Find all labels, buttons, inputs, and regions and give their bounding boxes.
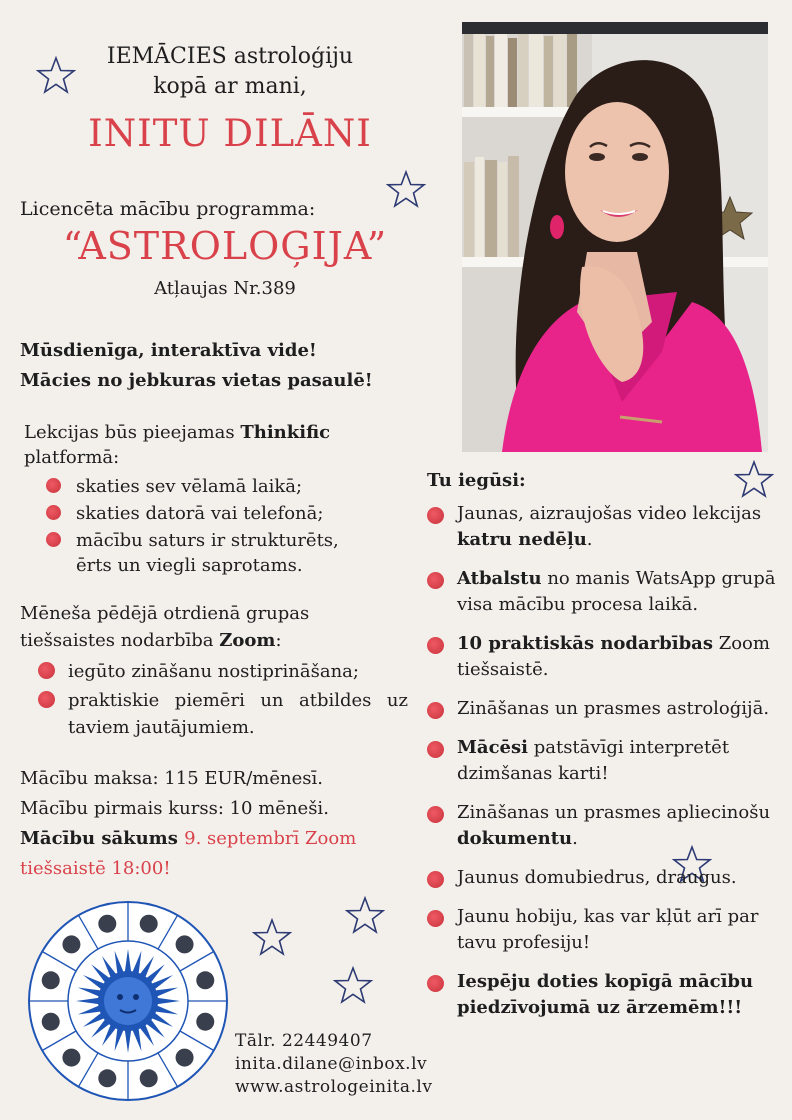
list-item: iegūto zināšanu nostiprināšana; bbox=[38, 658, 410, 685]
zodiac-sign-icon bbox=[196, 1013, 214, 1031]
zodiac-sign-icon bbox=[62, 935, 80, 953]
program-label: Licencēta mācību programma: bbox=[20, 198, 316, 220]
contact-section bbox=[235, 1030, 432, 1099]
course-fee: Mācību maksa: 115 EUR/mēnesī. bbox=[20, 768, 323, 789]
star-icon bbox=[345, 896, 385, 934]
zodiac-wheel-icon bbox=[27, 900, 229, 1102]
bullet-icon bbox=[427, 871, 444, 888]
contact-email[interactable]: inita.dilane@inbox.lv bbox=[235, 1054, 428, 1074]
benefits-heading: Tu iegūsi: bbox=[427, 470, 526, 491]
zodiac-sign-icon bbox=[98, 1069, 116, 1087]
contact-phone: Tālr. 22449407 bbox=[235, 1031, 373, 1051]
list-item: Iespēju doties kopīgā mācību piedzīvojumā uz ārzemēm!!! bbox=[427, 969, 777, 1021]
list-item: Jaunus domubiedrus, draugus. bbox=[427, 865, 777, 891]
zoom-heading: Mēneša pēdējā otrdienā grupas bbox=[20, 603, 310, 624]
lectures-heading: Lekcijas būs pieejamas Thinkific bbox=[24, 422, 331, 443]
program-title: “ASTROLOĢIJA” bbox=[62, 224, 388, 268]
zodiac-sign-icon bbox=[140, 915, 158, 933]
list-item: Jaunas, aizraujošas video lekcijas katru nedēļu. bbox=[427, 501, 777, 553]
list-item: Zināšanas un prasmes astroloģijā. bbox=[427, 696, 777, 722]
bullet-icon bbox=[427, 910, 444, 927]
header-line2: kopā ar mani, bbox=[153, 74, 307, 99]
bullet-icon bbox=[427, 741, 444, 758]
zodiac-sign-icon bbox=[62, 1049, 80, 1067]
lectures-section bbox=[24, 420, 424, 578]
bullet-icon bbox=[427, 507, 444, 524]
lectures-heading-cont: platformā: bbox=[24, 447, 120, 468]
zodiac-sign-icon bbox=[176, 1049, 194, 1067]
portrait-photo bbox=[462, 22, 768, 452]
contact-website[interactable]: www.astrologeinita.lv bbox=[235, 1077, 433, 1097]
zoom-section bbox=[20, 600, 410, 741]
zodiac-sign-icon bbox=[98, 915, 116, 933]
list-item: skaties datorā vai telefonā; bbox=[46, 501, 424, 526]
intro-line2: Mācies no jebkuras vietas pasaulē! bbox=[20, 370, 373, 391]
zodiac-sign-icon bbox=[42, 971, 60, 989]
zodiac-sign-icon bbox=[196, 971, 214, 989]
list-item: mācību saturs ir strukturēts, ērts un viegli saprotams. bbox=[46, 528, 376, 578]
bullet-icon bbox=[46, 478, 61, 493]
header bbox=[60, 42, 400, 160]
benefits-section bbox=[427, 470, 777, 1034]
list-item: Jaunu hobiju, kas var kļūt arī par tavu profesiju! bbox=[427, 904, 777, 956]
intro-line1: Mūsdienīga, interaktīva vide! bbox=[20, 340, 317, 361]
license-number: Atļaujas Nr.389 bbox=[154, 278, 296, 299]
bullet-icon bbox=[427, 702, 444, 719]
list-item: Zināšanas un prasmes apliecinošu dokumentu. bbox=[427, 800, 777, 852]
bullet-icon bbox=[46, 505, 61, 520]
list-item: 10 praktiskās nodarbības Zoom tiešsaistē. bbox=[427, 631, 777, 683]
header-line1: IEMĀCIES astroloģiju bbox=[106, 44, 354, 69]
course-duration: Mācību pirmais kurss: 10 mēneši. bbox=[20, 798, 329, 819]
list-item: skaties sev vēlamā laikā; bbox=[46, 474, 424, 499]
bullet-icon bbox=[38, 662, 55, 679]
bullet-icon bbox=[427, 572, 444, 589]
lectures-list bbox=[46, 474, 424, 578]
zodiac-sign-icon bbox=[42, 1013, 60, 1031]
zoom-heading-cont: tiešsaistes nodarbība Zoom: bbox=[20, 630, 282, 651]
star-icon bbox=[333, 966, 373, 1004]
bullet-icon bbox=[427, 637, 444, 654]
star-icon bbox=[386, 170, 426, 208]
list-item: Atbalstu no manis WatsApp grupā visa mācību procesa laikā. bbox=[427, 566, 777, 618]
zoom-list bbox=[38, 658, 410, 741]
bullet-icon bbox=[427, 806, 444, 823]
benefits-list bbox=[427, 501, 777, 1021]
bullet-icon bbox=[427, 975, 444, 992]
bullet-icon bbox=[46, 532, 61, 547]
pricing-section bbox=[20, 764, 410, 884]
zodiac-sign-icon bbox=[140, 1069, 158, 1087]
intro bbox=[20, 336, 373, 396]
bullet-icon bbox=[38, 691, 55, 708]
list-item: Mācēsi patstāvīgi interpretēt dzimšanas karti! bbox=[427, 735, 777, 787]
zodiac-sign-icon bbox=[176, 935, 194, 953]
course-start: Mācību sākums 9. septembrī Zoom tiešsaistē 18:00! bbox=[20, 828, 357, 879]
teacher-name: INITU DILĀNI bbox=[88, 112, 372, 155]
star-icon bbox=[252, 918, 292, 956]
list-item: praktiskie piemēri un atbildes uz taviem jautājumiem. bbox=[38, 687, 408, 741]
